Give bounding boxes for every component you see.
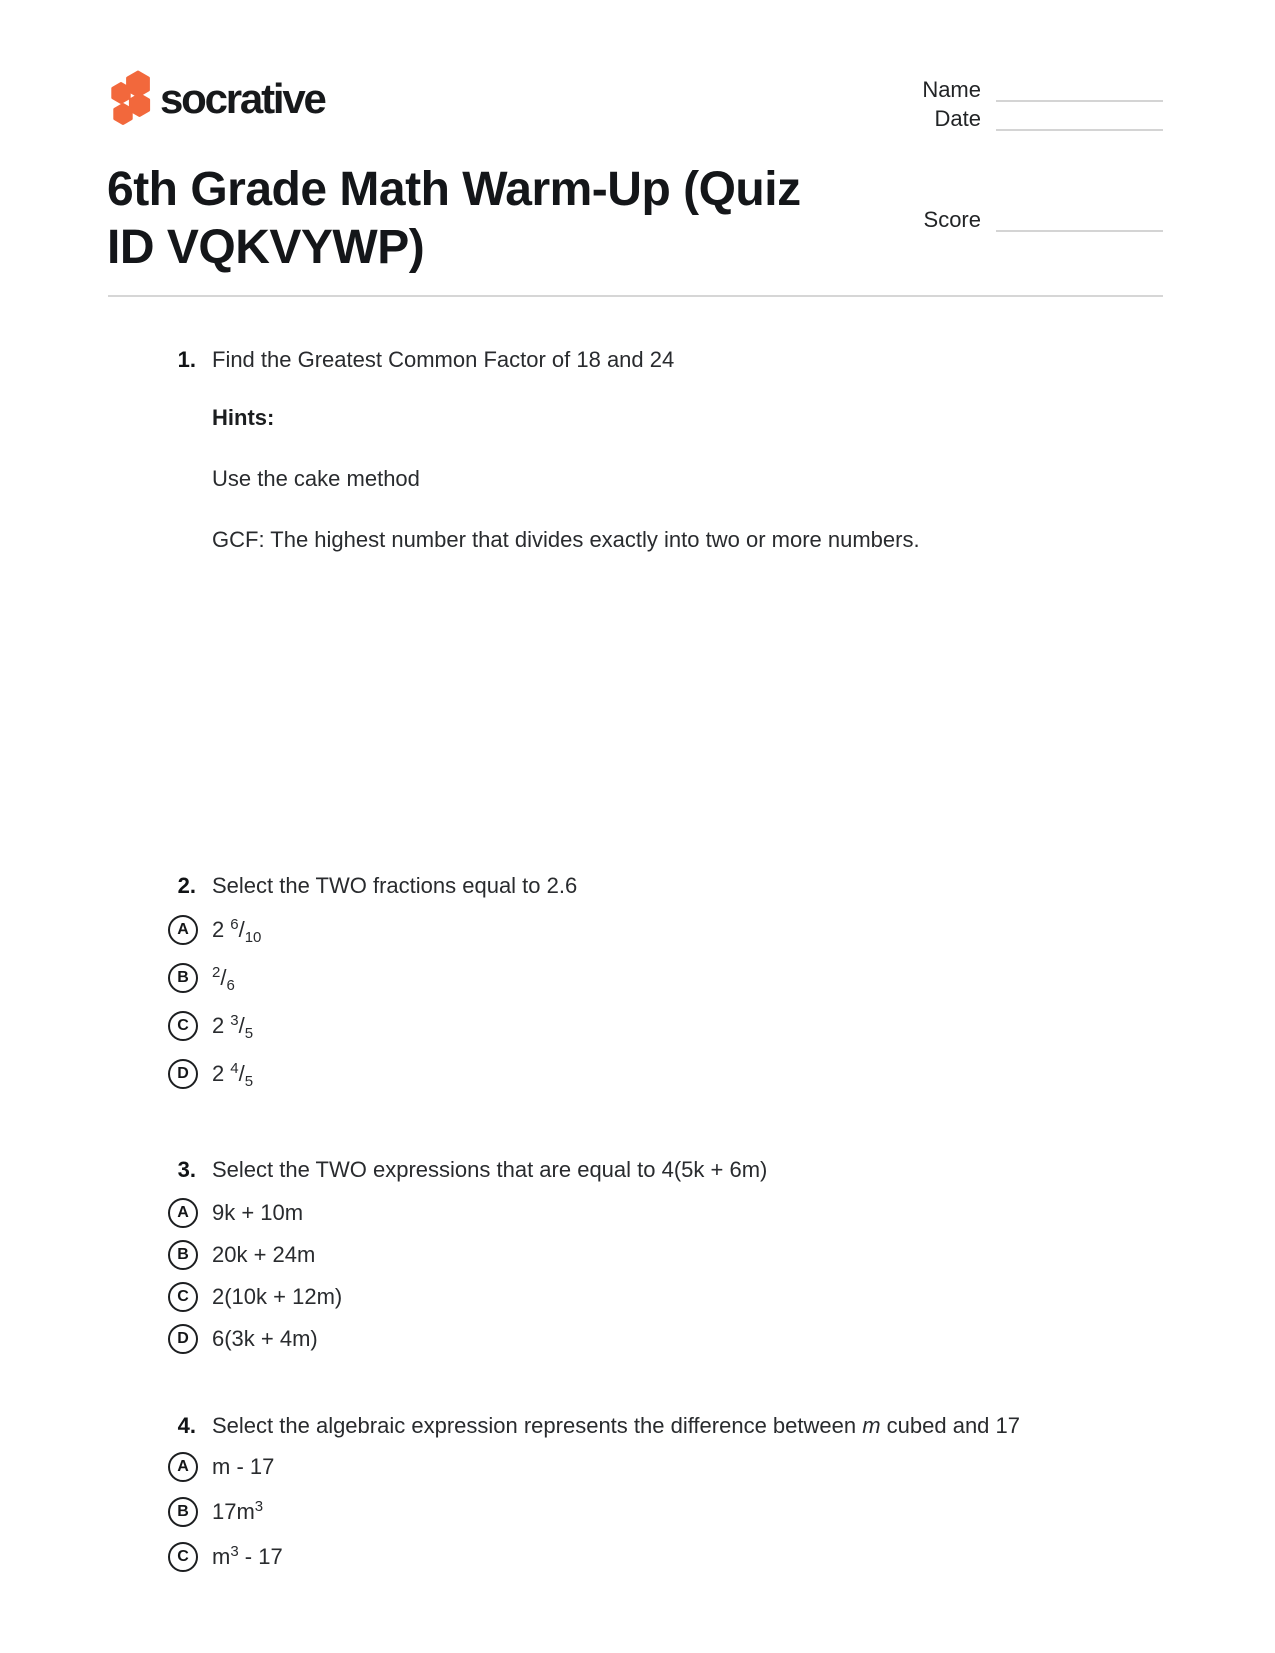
option-label: 6(3k + 4m) bbox=[212, 1326, 318, 1351]
answer-bubble bbox=[168, 963, 198, 993]
socrative-logo bbox=[106, 68, 325, 126]
answer-option bbox=[168, 912, 1126, 948]
quiz-title: 6th Grade Math Warm-Up (Quiz ID VQKVYWP) bbox=[107, 163, 801, 274]
answer-option bbox=[168, 1237, 1126, 1273]
question-2 bbox=[166, 872, 1126, 1092]
answer-letter: C bbox=[177, 1548, 189, 1565]
option-label: $^2/_6$ bbox=[212, 964, 235, 994]
answer-letter: D bbox=[177, 1330, 189, 1347]
question-3 bbox=[166, 1156, 1126, 1357]
option-label: $17m^3$ bbox=[212, 1498, 264, 1524]
hint-text: GCF: The highest number that divides exactly into two or more numbers. bbox=[212, 527, 920, 552]
score-field-label: Score bbox=[923, 207, 981, 232]
answer-letter: D bbox=[177, 1065, 189, 1082]
answer-letter: A bbox=[177, 1204, 189, 1221]
name-field bbox=[911, 78, 1163, 102]
question-4 bbox=[166, 1412, 1126, 1575]
question-text: Select the algebraic expression represents the difference between m cubed and 17 bbox=[212, 1413, 1021, 1438]
answer-bubble bbox=[168, 1198, 198, 1228]
socrative-logo-text: socrative bbox=[160, 75, 325, 122]
hints-label: Hints: bbox=[212, 405, 275, 430]
option-label: 2(10k + 12m) bbox=[212, 1284, 343, 1309]
date-field bbox=[911, 107, 1163, 131]
header-divider bbox=[108, 295, 1163, 297]
option-label: $m^3 - 17$ bbox=[212, 1543, 283, 1569]
date-blank-line bbox=[996, 108, 1163, 131]
answer-option bbox=[168, 1195, 1126, 1231]
answer-option bbox=[168, 1008, 1126, 1044]
answer-bubble bbox=[168, 1497, 198, 1527]
answer-bubble bbox=[168, 1282, 198, 1312]
question-text: Select the TWO fractions equal to 2.6 bbox=[212, 873, 578, 898]
option-label: m - 17 bbox=[212, 1454, 275, 1479]
answer-letter: A bbox=[177, 921, 189, 938]
score-blank-line bbox=[996, 209, 1163, 232]
question-text: Select the TWO expressions that are equal to 4(5k + 6m) bbox=[212, 1157, 768, 1182]
question-number: 2. bbox=[177, 873, 196, 898]
answer-option bbox=[168, 1056, 1126, 1092]
socrative-hexagons-icon bbox=[106, 68, 152, 126]
answer-letter: C bbox=[177, 1017, 189, 1034]
score-field bbox=[911, 208, 1163, 232]
name-blank-line bbox=[996, 79, 1163, 102]
answer-option bbox=[168, 1279, 1126, 1315]
answer-bubble bbox=[168, 1324, 198, 1354]
name-field-label: Name bbox=[922, 77, 981, 102]
answer-bubble bbox=[168, 1240, 198, 1270]
answer-option bbox=[168, 1449, 1126, 1485]
hint-text: Use the cake method bbox=[212, 466, 420, 491]
answer-option bbox=[168, 1494, 1126, 1530]
answer-option bbox=[168, 960, 1126, 996]
option-label: 2 $^3/_5$ bbox=[212, 1012, 254, 1042]
date-field-label: Date bbox=[934, 106, 981, 131]
answer-letter: B bbox=[177, 1246, 189, 1263]
answer-bubble bbox=[168, 1011, 198, 1041]
answer-bubble bbox=[168, 1059, 198, 1089]
answer-bubble bbox=[168, 1452, 198, 1482]
option-label: 2 $^6/_{10}$ bbox=[212, 916, 262, 946]
answer-letter: B bbox=[177, 969, 189, 986]
answer-bubble bbox=[168, 1542, 198, 1572]
answer-letter: B bbox=[177, 1503, 189, 1520]
answer-bubble bbox=[168, 915, 198, 945]
answer-letter: C bbox=[177, 1288, 189, 1305]
question-number: 4. bbox=[177, 1413, 196, 1438]
question-text: Find the Greatest Common Factor of 18 and 24 bbox=[212, 347, 675, 372]
question-number: 3. bbox=[177, 1157, 196, 1182]
question-number: 1. bbox=[177, 347, 196, 372]
question-1 bbox=[166, 346, 1126, 554]
answer-option bbox=[168, 1539, 1126, 1575]
answer-option bbox=[168, 1321, 1126, 1357]
option-label: 20k + 24m bbox=[212, 1242, 316, 1267]
option-label: 2 $^4/_5$ bbox=[212, 1060, 254, 1090]
option-label: 9k + 10m bbox=[212, 1200, 304, 1225]
answer-letter: A bbox=[177, 1458, 189, 1475]
